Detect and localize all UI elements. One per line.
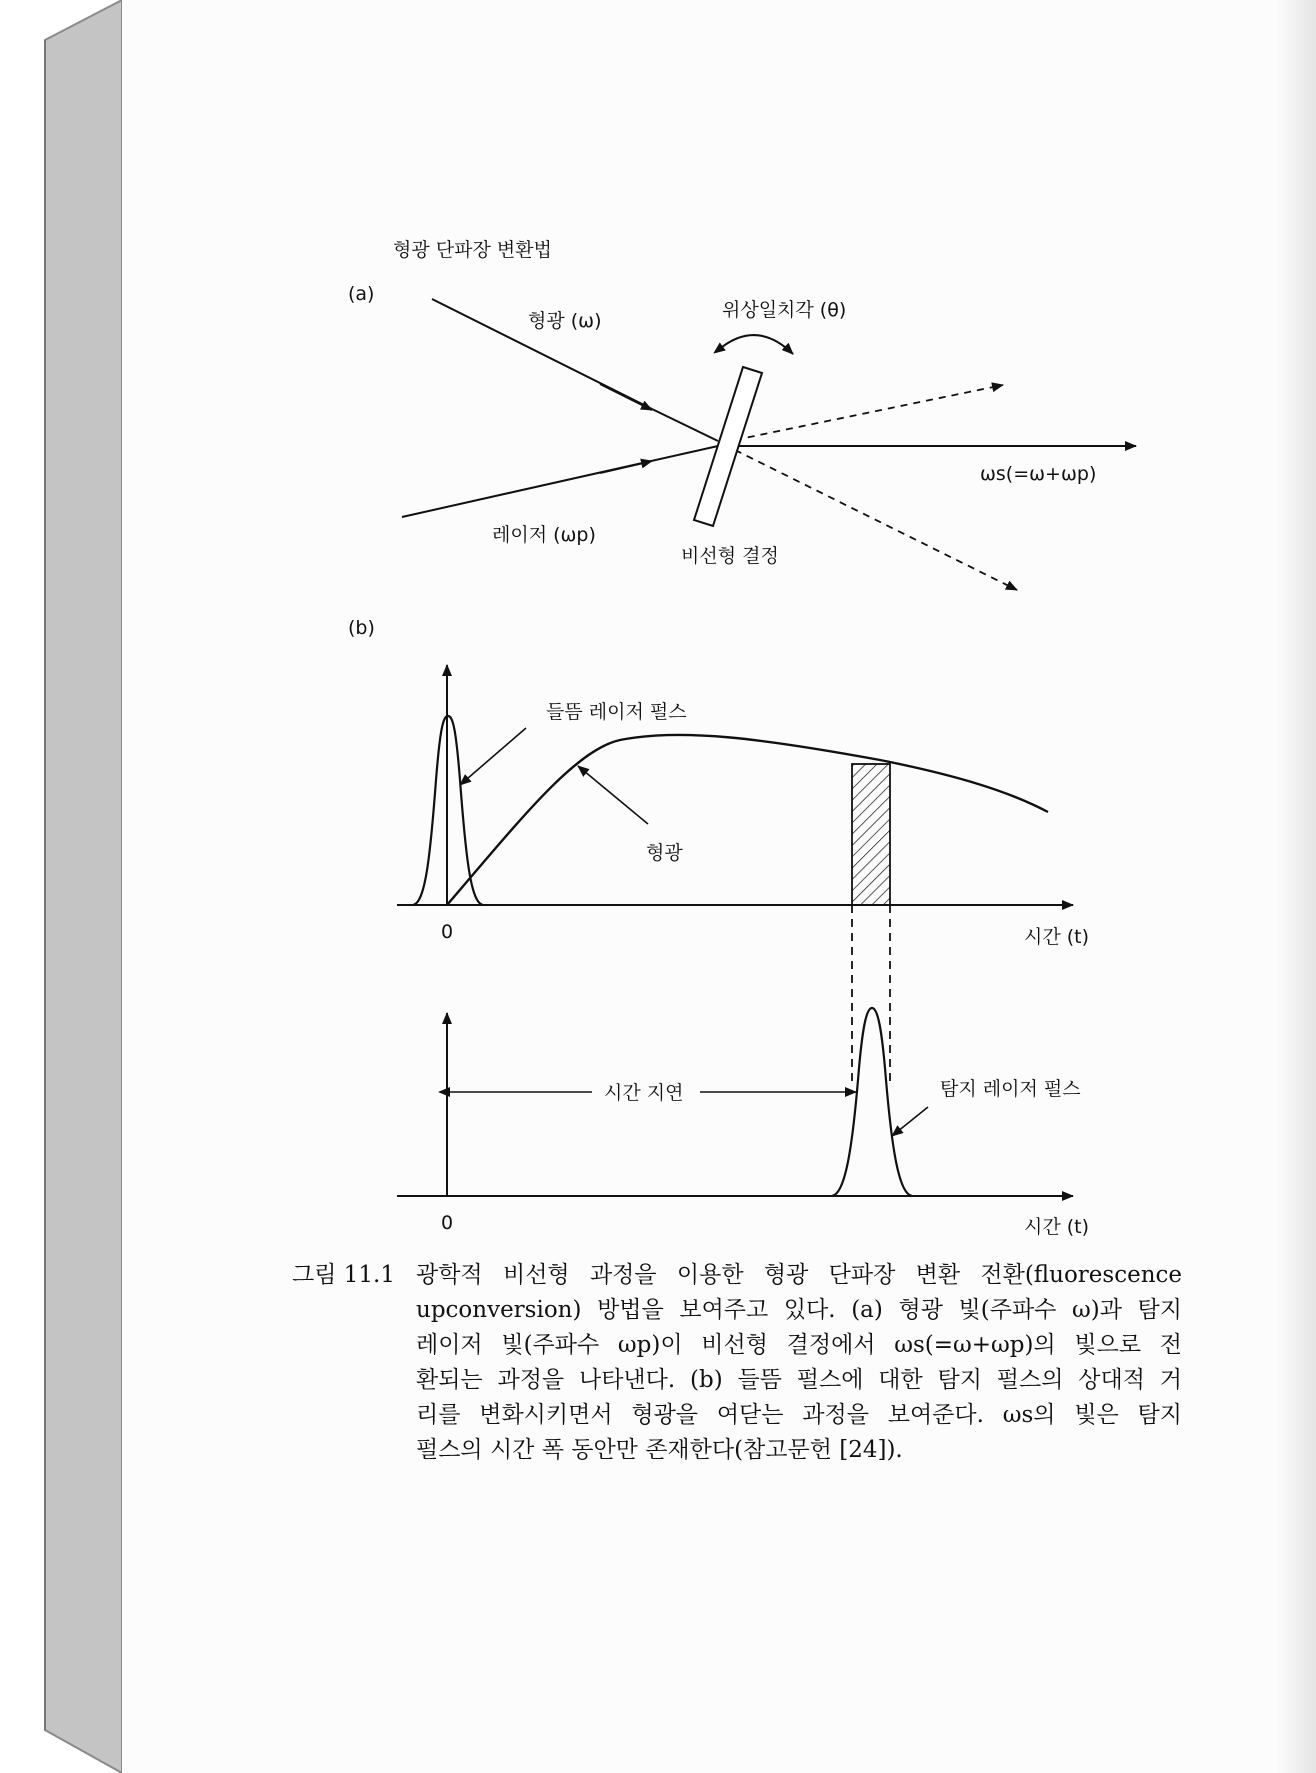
fluorescence-beam-label: 형광 (ω) [528, 310, 602, 332]
origin-label-bottom: 0 [441, 1212, 454, 1234]
laser-beam-in [402, 446, 718, 517]
time-delay-label: 시간 지연 [604, 1082, 684, 1104]
fluorescence-leader [578, 766, 648, 824]
time-axis-label-top: 시간 (t) [1024, 926, 1090, 948]
fluorescence-beam-arrow [600, 384, 652, 410]
rotation-arc-icon [722, 335, 793, 354]
origin-label-top: 0 [441, 921, 454, 943]
caption-line: upconversion) 방법을 보여주고 있다. (a) 형광 빛(주파수 ω)과 탐지 [416, 1297, 1182, 1323]
gate-pulse-label: 들뜸 레이저 펄스 [546, 701, 687, 723]
sum-frequency-label: ωs(=ω+ωp) [980, 463, 1097, 485]
probe-pulse-leader [892, 1107, 928, 1136]
caption-line: 광학적 비선형 과정을 이용한 형광 단파장 변환 전환(fluorescence [416, 1262, 1182, 1288]
panel-b-label: (b) [348, 617, 375, 639]
fluorescence-label: 형광 [646, 842, 683, 864]
caption-line: 환되는 과정을 나타낸다. (b) 들뜸 펄스에 대한 탐지 펄스의 상대적 거 [416, 1367, 1182, 1393]
laser-beam-arrow [600, 461, 652, 473]
fluorescence-curve [447, 735, 1048, 905]
fluorescence-beam-end [652, 409, 718, 441]
caption-number: 그림 11.1 [292, 1262, 395, 1288]
probe-pulse-curve [832, 1008, 912, 1196]
crystal-label: 비선형 결정 [681, 545, 779, 567]
laser-beam-label: 레이저 (ωp) [492, 524, 596, 546]
phase-matching-angle-label: 위상일치각 (θ) [722, 299, 847, 321]
caption-line: 리를 변화시키면서 형광을 여닫는 과정을 보여준다. ωs의 빛은 탐지 [416, 1402, 1182, 1428]
gate-pulse-leader [460, 728, 526, 785]
dashed-beam-upper [735, 385, 1003, 440]
figure-title: 형광 단파장 변환법 [393, 239, 552, 261]
dashed-beam-lower [735, 450, 1017, 590]
probe-pulse-label: 탐지 레이저 펄스 [940, 1078, 1081, 1100]
figure-caption [292, 1258, 1182, 1468]
gate-window-hatched [852, 764, 890, 905]
caption-body [416, 1258, 1182, 1468]
caption-line: 펄스의 시간 폭 동안만 존재한다(참고문헌 [24]). [416, 1437, 903, 1463]
time-axis-label-bottom: 시간 (t) [1024, 1216, 1090, 1238]
caption-line: 레이저 빛(주파수 ωp)이 비선형 결정에서 ωs(=ω+ωp)의 빛으로 전 [416, 1332, 1182, 1358]
panel-a-label: (a) [348, 283, 375, 305]
